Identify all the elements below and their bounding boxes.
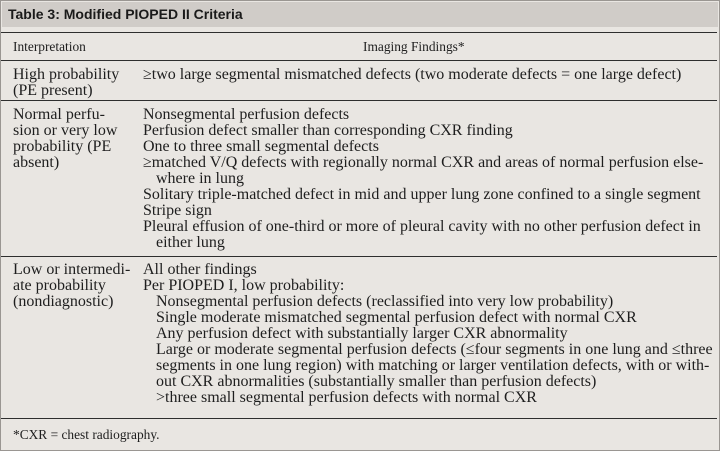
finding-line: segments in one lung region) with matching or larger ventilation defects, with or with- [156, 357, 710, 374]
finding-line: Nonsegmental perfusion defects [143, 106, 350, 123]
footnote: *CXR = chest radiography. [13, 427, 160, 442]
top-rule [1, 32, 717, 33]
finding-line: Per PIOPED I, low probability: [143, 277, 345, 294]
interpretation-line: Low or intermedi- [13, 261, 131, 278]
row-high-findings [143, 66, 713, 82]
bottom-rule [1, 418, 717, 419]
interpretation-line: absent) [13, 154, 60, 171]
finding-line: Pleural effusion of one-third or more of pleural cavity with no other perfusion defect in [143, 218, 701, 235]
interpretation-line: sion or very low [13, 122, 118, 139]
row-normal-interpretation [13, 106, 135, 170]
finding-line: where in lung [156, 170, 244, 187]
interpretation-line: (PE present) [13, 82, 93, 99]
row-normal-findings [143, 106, 713, 250]
finding-line: ≥matched V/Q defects with regionally normal CXR and areas of normal perfusion else- [143, 154, 704, 171]
header-interpretation: Interpretation [13, 39, 86, 54]
interpretation-line: Normal perfu- [13, 106, 105, 123]
finding-line: All other findings [143, 261, 257, 278]
finding-line: Perfusion defect smaller than corresponding CXR finding [143, 122, 513, 139]
row-low-findings [143, 261, 713, 405]
row-high-interpretation [13, 66, 135, 98]
interpretation-line: probability (PE [13, 138, 112, 155]
finding-line: out CXR abnormalities (substantially smaller than perfusion defects) [156, 373, 597, 390]
finding-line: ≥two large segmental mismatched defects (two moderate defects = one large defect) [143, 66, 682, 83]
row-rule [1, 100, 717, 101]
header-imaging-findings: Imaging Findings* [363, 39, 465, 54]
finding-line: Any perfusion defect with substantially larger CXR abnormality [156, 325, 568, 342]
finding-line: One to three small segmental defects [143, 138, 379, 155]
finding-line: Solitary triple-matched defect in mid and upper lung zone confined to a single segment [143, 186, 701, 203]
table-title: Table 3: Modified PIOPED II Criteria [2, 2, 718, 27]
interpretation-line: ate probability [13, 277, 106, 294]
finding-line: >three small segmental perfusion defects with normal CXR [156, 389, 537, 406]
finding-line: Nonsegmental perfusion defects (reclassified into very low probability) [156, 293, 614, 310]
header-rule [1, 60, 717, 61]
row-rule [1, 256, 717, 257]
interpretation-line: High probability [13, 66, 120, 83]
row-low-interpretation [13, 261, 135, 309]
interpretation-line: (nondiagnostic) [13, 293, 114, 310]
finding-line: Stripe sign [143, 202, 212, 219]
finding-line: either lung [156, 234, 225, 251]
finding-line: Single moderate mismatched segmental perfusion defect with normal CXR [156, 309, 637, 326]
finding-line: Large or moderate segmental perfusion defects (≤four segments in one lung and ≤three [156, 341, 713, 358]
